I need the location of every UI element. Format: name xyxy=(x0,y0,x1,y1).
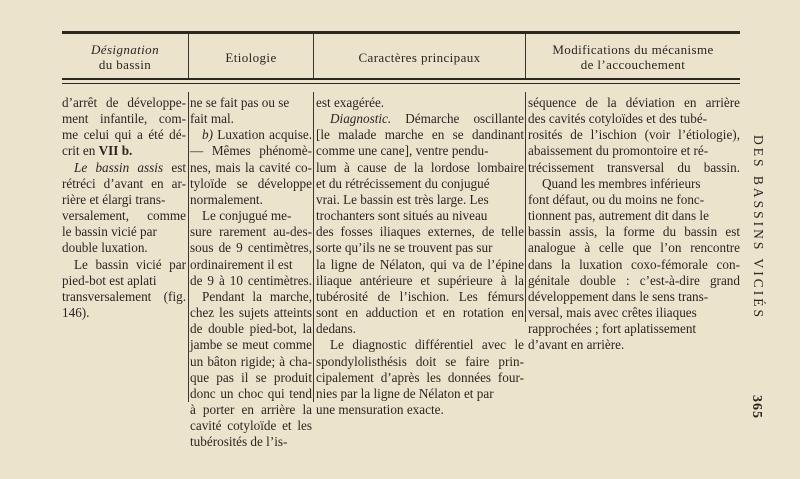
column-etiologie xyxy=(190,95,312,450)
text-line: chez les sujets atteints xyxy=(190,305,312,321)
text-line: tyloïde se développe xyxy=(190,175,312,191)
header-bottom-rule xyxy=(62,78,740,80)
column-divider-1 xyxy=(188,92,189,402)
header-caracteres xyxy=(314,38,525,76)
text-line: ne se fait pas ou se xyxy=(190,95,290,110)
text-line: Pendant la marche, xyxy=(202,288,312,304)
text-line: Le bassin vicié par xyxy=(74,256,186,272)
text-line: et du rétrécissement du conjugué xyxy=(316,175,490,191)
text-line: cipalement d’après les données four- xyxy=(316,369,524,385)
text-line: tubérosités de l’is- xyxy=(190,434,288,450)
text-line xyxy=(190,127,312,143)
header-designation-line2: du bassin xyxy=(98,57,152,72)
text-fragment: est xyxy=(163,159,186,175)
text-line: rière et élargi trans- xyxy=(62,191,166,207)
text-line: tionnent pas, autrement dit dans le xyxy=(528,208,709,224)
column-designation xyxy=(62,95,186,321)
text-line: sous de 9 centimètres, xyxy=(190,240,312,256)
header-designation xyxy=(62,38,188,76)
text-line: abaissement du promontoire et ré- xyxy=(528,143,709,159)
text-line: nes, mais la cavité co- xyxy=(190,159,312,175)
column-caracteres xyxy=(316,95,524,418)
text-line: est exagérée. xyxy=(316,95,385,110)
text-line: ordinairement il est xyxy=(190,256,293,272)
header-designation-line1: Désignation xyxy=(91,42,159,57)
text-line: fait mal. xyxy=(190,111,234,127)
text-line: dedans. xyxy=(316,321,356,337)
text-line: d’avant en arrière. xyxy=(528,337,625,353)
text-line: de double pied-bot, la xyxy=(190,321,312,337)
text-line: rétréci d’avant en ar- xyxy=(62,175,186,191)
text-line: transversalement (fig. xyxy=(62,288,186,304)
text-line: trochanters sont situés au niveau xyxy=(316,208,488,224)
text-line: Quand les membres inférieurs xyxy=(542,175,701,191)
column-divider-2 xyxy=(313,92,314,402)
header-modifications-line2: de l’accouchement xyxy=(580,57,686,72)
section-reference: VII b. xyxy=(98,143,133,159)
text-line: nies par la ligne de Nélaton et par xyxy=(316,385,494,401)
subject-term: Le bassin assis xyxy=(74,159,164,175)
text-line: rapprochées ; fort aplatissement xyxy=(528,321,697,337)
text-line: à porter en arrière la xyxy=(190,401,312,417)
text-line: jambe se meut comme xyxy=(190,337,312,353)
running-head: DES BASSINS VICIÉS xyxy=(751,135,766,321)
text-line: analogue à celle que l’on rencontre xyxy=(528,240,740,256)
text-line: lum à cause de la lordose lombaire xyxy=(316,159,524,175)
text-line: des cavités cotyloïdes et des tubé- xyxy=(528,111,708,127)
text-line: spondylolisthésis doit se faire prin- xyxy=(316,353,524,369)
text-line: ment infantile, com- xyxy=(62,111,186,127)
text-line: Le conjugué me- xyxy=(202,208,292,224)
text-line: [le malade marche en se dandinant xyxy=(316,127,524,143)
text-line: cavité cotyloïde et les xyxy=(190,418,312,434)
text-fragment: crit en xyxy=(62,143,99,159)
text-line: dans la luxation coxo-fémorale con- xyxy=(528,256,740,272)
page-number: 365 xyxy=(749,395,764,419)
table-top-rule xyxy=(62,31,740,34)
text-line: des fosses iliaques externes, de telle xyxy=(316,224,524,240)
text-line: tubérosité de l’ischion. Les fémurs xyxy=(316,288,524,304)
text-line: comme une cane], ventre pendu- xyxy=(316,143,489,159)
text-line: le bassin vicié par xyxy=(62,224,157,240)
subsection-marker: b) xyxy=(202,127,213,143)
header-modifications xyxy=(526,38,740,76)
text-line: génitale double : c’est-à-dire grand xyxy=(528,272,740,288)
header-modifications-line1: Modifications du mécanisme xyxy=(552,42,714,57)
text-line: Le diagnostic différentiel avec le xyxy=(330,337,524,353)
text-line: versalement, comme xyxy=(62,208,186,224)
column-divider-3 xyxy=(525,92,526,322)
text-line: développement dans le sens trans- xyxy=(528,288,709,304)
text-line: trécissement transversal du bassin. xyxy=(528,159,740,175)
text-line: pied-bot est aplati xyxy=(62,272,157,288)
text-line: sure rarement au-des- xyxy=(190,224,312,240)
text-line xyxy=(316,111,524,127)
text-line: font défaut, ou du moins ne fonc- xyxy=(528,191,705,207)
text-line: normalement. xyxy=(190,191,263,207)
text-line: de 9 à 10 centimètres. xyxy=(190,272,312,288)
text-line: vrai. Le bassin est très large. Les xyxy=(316,191,489,207)
header-bottom-rule-thin xyxy=(62,83,740,84)
text-line: bassin assis, la forme du bassin est xyxy=(528,224,740,240)
text-line: séquence de la déviation en arrière xyxy=(528,95,740,110)
text-line: — Mêmes phénomè- xyxy=(190,143,312,159)
text-line xyxy=(62,160,186,176)
text-fragment: Démarche oscillante xyxy=(391,111,524,127)
text-line xyxy=(62,143,186,159)
text-line: sorte qu’ils ne se trouvent pas sur xyxy=(316,240,493,256)
text-line: la ligne de Nélaton, qui va de l’épine xyxy=(316,256,524,272)
text-line: donc un choc qui tend xyxy=(190,385,312,401)
text-line: que pas il se produit xyxy=(190,369,312,385)
text-line: un bâton rigide; à cha- xyxy=(190,353,312,369)
text-line: rosités de l’ischion (voir l’étiologie), xyxy=(528,127,740,143)
text-line: d’arrêt de développe- xyxy=(62,95,186,110)
subsection-title: Diagnostic. xyxy=(330,111,392,127)
text-line: sont en adduction et en rotation en xyxy=(316,305,524,321)
text-line: me celui qui a été dé- xyxy=(62,127,186,143)
text-line: versal, mais avec crêtes iliaques xyxy=(528,305,697,321)
header-etiologie-label: Etiologie xyxy=(225,49,277,65)
column-modifications xyxy=(528,95,740,354)
text-line: 146). xyxy=(62,305,90,321)
text-line: iliaque antérieure et supérieure à la xyxy=(316,272,524,288)
text-fragment: Luxation acquise. xyxy=(213,127,312,143)
text-line: une mensuration exacte. xyxy=(316,401,444,417)
header-caracteres-label: Caractères principaux xyxy=(358,49,481,65)
header-etiologie xyxy=(189,38,313,76)
text-line: double luxation. xyxy=(62,240,148,256)
